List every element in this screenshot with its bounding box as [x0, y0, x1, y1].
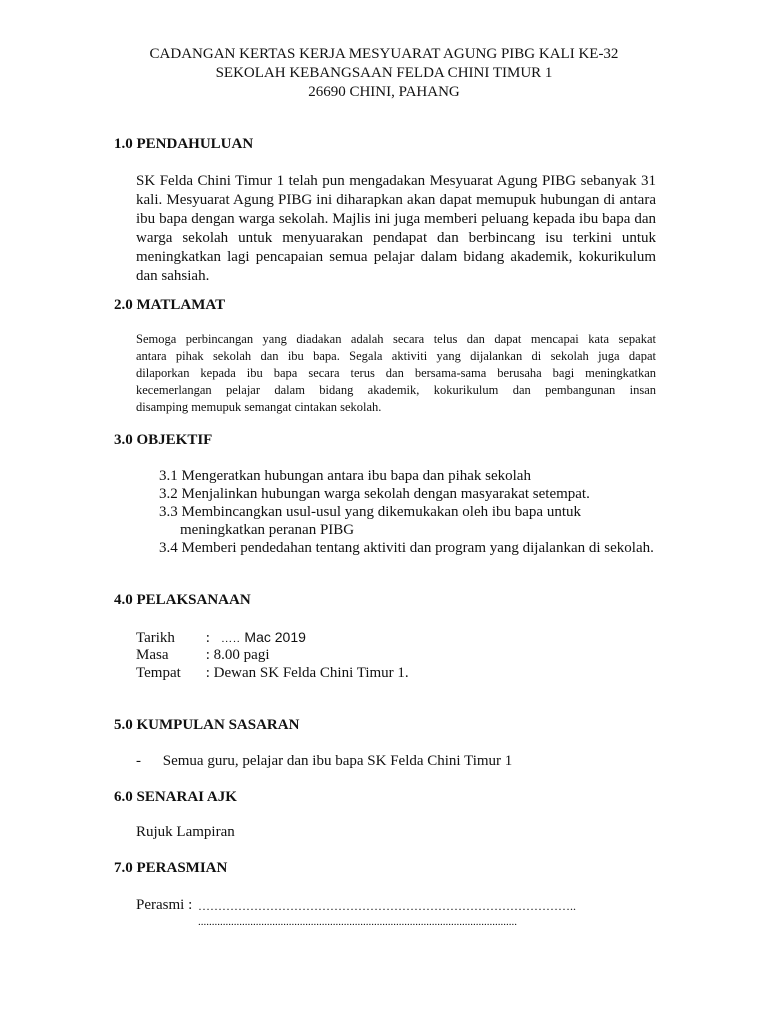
title-line-3: 26690 CHINI, PAHANG: [308, 84, 460, 100]
paragraph-line: Semoga perbincangan yang diadakan adalah secara telus dan dapat mencapai kata sepakat: [136, 332, 656, 346]
paragraph-line: warga sekolah untuk menyuarakan pendapat dan berbincang isu terkini untuk: [136, 230, 656, 246]
section-heading-matlamat: 2.0 MATLAMAT: [114, 297, 226, 313]
perasmi-dotted-line-1: …………………………………………………………………………………..: [198, 899, 576, 913]
section-heading-objektif: 3.0 OBJEKTIF: [114, 432, 213, 448]
paragraph-line: dan sahsiah.: [136, 268, 210, 284]
rujuk-lampiran-text: Rujuk Lampiran: [136, 824, 235, 840]
section-heading-senarai-ajk: 6.0 SENARAI AJK: [114, 789, 237, 805]
section-heading-perasmian: 7.0 PERASMIAN: [114, 860, 228, 876]
paragraph-line: SK Felda Chini Timur 1 telah pun mengadakan Mesyuarat Agung PIBG sebanyak 31: [136, 173, 656, 189]
masa-value: : 8.00 pagi: [205, 647, 270, 663]
perasmi-label: Perasmi :: [136, 897, 193, 913]
tarikh-blank-dots: …..: [221, 633, 241, 645]
tarikh-row: [136, 628, 306, 648]
tarikh-label: Tarikh: [136, 630, 175, 646]
document-title: [0, 45, 768, 102]
paragraph-line: kali. Mesyuarat Agung PIBG ini diharapkan akan dapat memupuk hubungan di antara: [136, 192, 656, 208]
paragraph-line: disamping memupuk semangat cintakan sekolah.: [136, 400, 382, 414]
paragraph-line: kecemerlangan pelajar dalam bidang akademik, kokurikulum dan pembangunan insan: [136, 383, 656, 397]
paragraph-line: ibu bapa dengan warga sekolah. Majlis ini juga memberi peluang kepada ibu bapa dan: [136, 211, 656, 227]
objective-item: 3.1 Mengeratkan hubungan antara ibu bapa dan pihak sekolah: [159, 468, 531, 484]
tarikh-value: Mac 2019: [244, 629, 306, 645]
objektif-list: [159, 467, 654, 557]
tempat-label: Tempat: [136, 665, 181, 681]
paragraph-line: meningkatkan lagi pencapaian semua pelajar dalam bidang akademik, kokurikulum: [136, 249, 656, 265]
sasaran-text: Semua guru, pelajar dan ibu bapa SK Felda Chini Timur 1: [162, 753, 513, 769]
objective-item: 3.4 Memberi pendedahan tentang aktiviti dan program yang dijalankan di sekolah.: [159, 540, 654, 556]
section-heading-kumpulan-sasaran: 5.0 KUMPULAN SASARAN: [114, 717, 300, 733]
paragraph-line: dilaporkan kepada ibu bapa secara terus dan bersama-sama berusaha bagi meningkatkan: [136, 366, 656, 380]
sasaran-list-item: [136, 753, 512, 770]
objective-item-continuation: meningkatkan peranan PIBG: [180, 522, 355, 538]
objective-item: 3.2 Menjalinkan hubungan warga sekolah dengan masyarakat setempat.: [159, 486, 590, 502]
title-line-1: CADANGAN KERTAS KERJA MESYUARAT AGUNG PIBG KALI KE-32: [149, 46, 619, 62]
masa-label: Masa: [136, 647, 169, 663]
pendahuluan-paragraph: [136, 172, 656, 286]
masa-row: [136, 646, 270, 664]
tempat-value: : Dewan SK Felda Chini Timur 1.: [205, 665, 409, 681]
section-heading-pendahuluan: 1.0 PENDAHULUAN: [114, 136, 254, 152]
tempat-row: [136, 664, 409, 682]
title-line-2: SEKOLAH KEBANGSAAN FELDA CHINI TIMUR 1: [215, 65, 553, 81]
objective-item: 3.3 Membincangkan usul-usul yang dikemukakan oleh ibu bapa untuk: [159, 504, 581, 520]
matlamat-paragraph: [136, 331, 656, 416]
paragraph-line: antara pihak sekolah dan ibu bapa. Segala aktiviti yang dijalankan di sekolah juga dapat: [136, 349, 656, 363]
section-heading-pelaksanaan: 4.0 PELAKSANAAN: [114, 592, 251, 608]
tarikh-separator: :: [205, 630, 210, 646]
list-dash: -: [136, 753, 141, 769]
perasmi-dotted-line-2: ....................................................................................................................: [198, 916, 517, 928]
